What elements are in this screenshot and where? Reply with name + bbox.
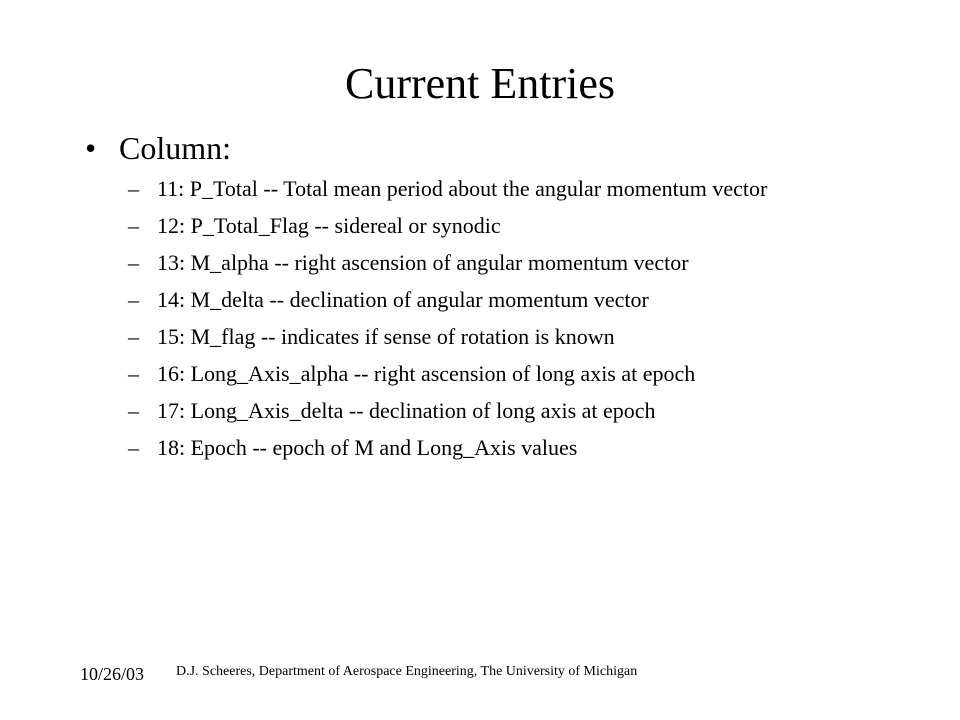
dash-icon: – (128, 250, 139, 275)
column-entry-text: 17: Long_Axis_delta -- declination of long axis at epoch (157, 398, 656, 423)
column-entry (128, 287, 858, 313)
column-label: Column: (119, 130, 232, 166)
slide-title: Current Entries (344, 59, 616, 108)
footer-credit: D.J. Scheeres, Department of Aerospace Engineering, The University of Michigan (176, 664, 638, 679)
column-entry-text: 15: M_flag -- indicates if sense of rotation is known (157, 324, 615, 349)
dash-icon: – (128, 287, 139, 312)
dash-icon: – (128, 361, 139, 386)
dash-icon: – (128, 398, 139, 423)
dash-icon: – (128, 176, 139, 201)
column-entry (128, 324, 858, 350)
column-entry-text: 14: M_delta -- declination of angular momentum vector (157, 287, 649, 312)
column-entry-text: 12: P_Total_Flag -- sidereal or synodic (157, 213, 501, 238)
column-entry (128, 176, 858, 202)
dash-icon: – (128, 213, 139, 238)
column-entry-text: 11: P_Total -- Total mean period about the angular momentum vector (157, 176, 768, 201)
bullet-icon: • (85, 130, 97, 166)
dash-icon: – (128, 324, 139, 349)
column-entry-text: 13: M_alpha -- right ascension of angular momentum vector (157, 250, 689, 275)
column-bullet (85, 126, 231, 170)
column-entry (128, 398, 858, 424)
column-entry (128, 250, 858, 276)
dash-icon: – (128, 435, 139, 460)
column-entry-text: 18: Epoch -- epoch of M and Long_Axis values (157, 435, 578, 460)
footer-date: 10/26/03 (80, 664, 145, 684)
column-entry (128, 361, 858, 387)
column-entry (128, 435, 858, 461)
column-entry-text: 16: Long_Axis_alpha -- right ascension of long axis at epoch (157, 361, 696, 386)
column-entry-list (128, 176, 858, 472)
column-entry (128, 213, 858, 239)
